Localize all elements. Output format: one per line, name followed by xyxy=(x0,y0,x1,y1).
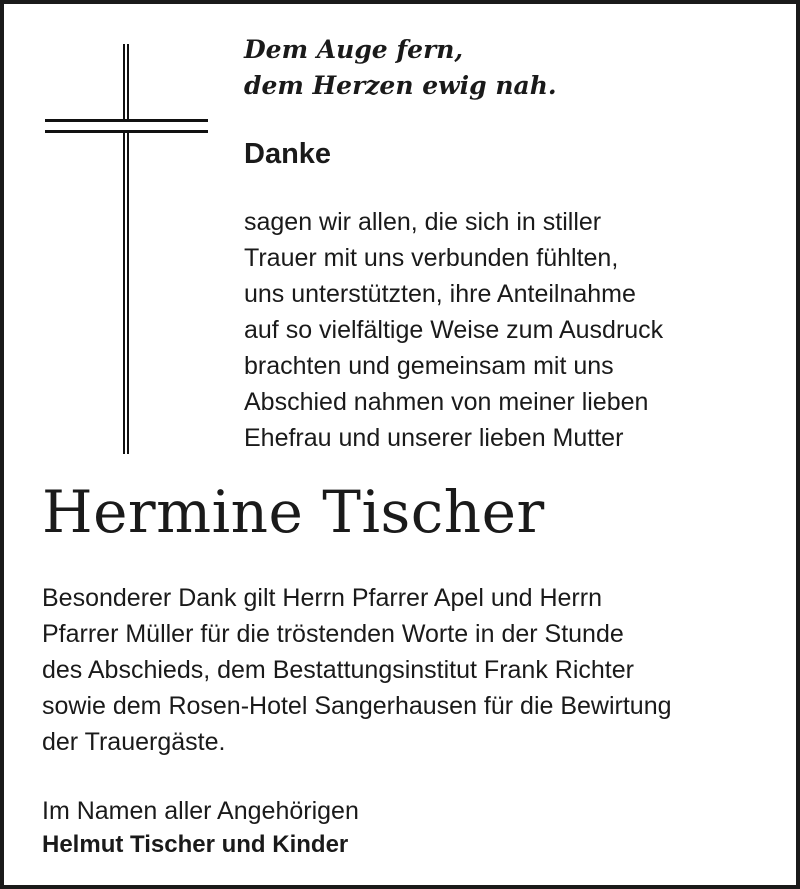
special-thanks-paragraph xyxy=(42,580,672,760)
thanks-line: brachten und gemeinsam mit uns xyxy=(244,352,614,380)
thanks-line: Trauer mit uns verbunden fühlten, xyxy=(244,244,619,272)
thanks-line: uns unterstützten, ihre Anteilnahme xyxy=(244,280,636,308)
thanks-line: auf so vielfältige Weise zum Ausdruck xyxy=(244,316,664,344)
motto-line: dem Herzen ewig nah. xyxy=(244,71,557,100)
special-thanks-line: sowie dem Rosen-Hotel Sangerhausen für die Bewirtung xyxy=(42,692,672,720)
thanks-line: Abschied nahmen von meiner lieben xyxy=(244,388,649,416)
cross-intersection xyxy=(125,122,127,130)
thanks-line: Ehefrau und unserer lieben Mutter xyxy=(244,424,624,452)
deceased-name: Hermine Tischer xyxy=(42,478,545,546)
thanks-line: sagen wir allen, die sich in stiller xyxy=(244,208,602,236)
motto xyxy=(244,32,557,104)
thanks-paragraph xyxy=(244,204,663,456)
special-thanks-line: Besonderer Dank gilt Herrn Pfarrer Apel und Herrn xyxy=(42,584,602,612)
signoff xyxy=(42,794,359,862)
motto-line: Dem Auge fern, xyxy=(244,35,464,64)
special-thanks-line: Pfarrer Müller für die tröstenden Worte in der Stunde xyxy=(42,620,624,648)
special-thanks-line: des Abschieds, dem Bestattungsinstitut Frank Richter xyxy=(42,656,634,684)
thanks-heading: Danke xyxy=(244,138,332,170)
signoff-intro: Im Namen aller Angehörigen xyxy=(42,797,359,825)
special-thanks-line: der Trauergäste. xyxy=(42,728,226,756)
cross-vertical-beam xyxy=(123,44,129,454)
signoff-names: Helmut Tischer und Kinder xyxy=(42,831,349,858)
